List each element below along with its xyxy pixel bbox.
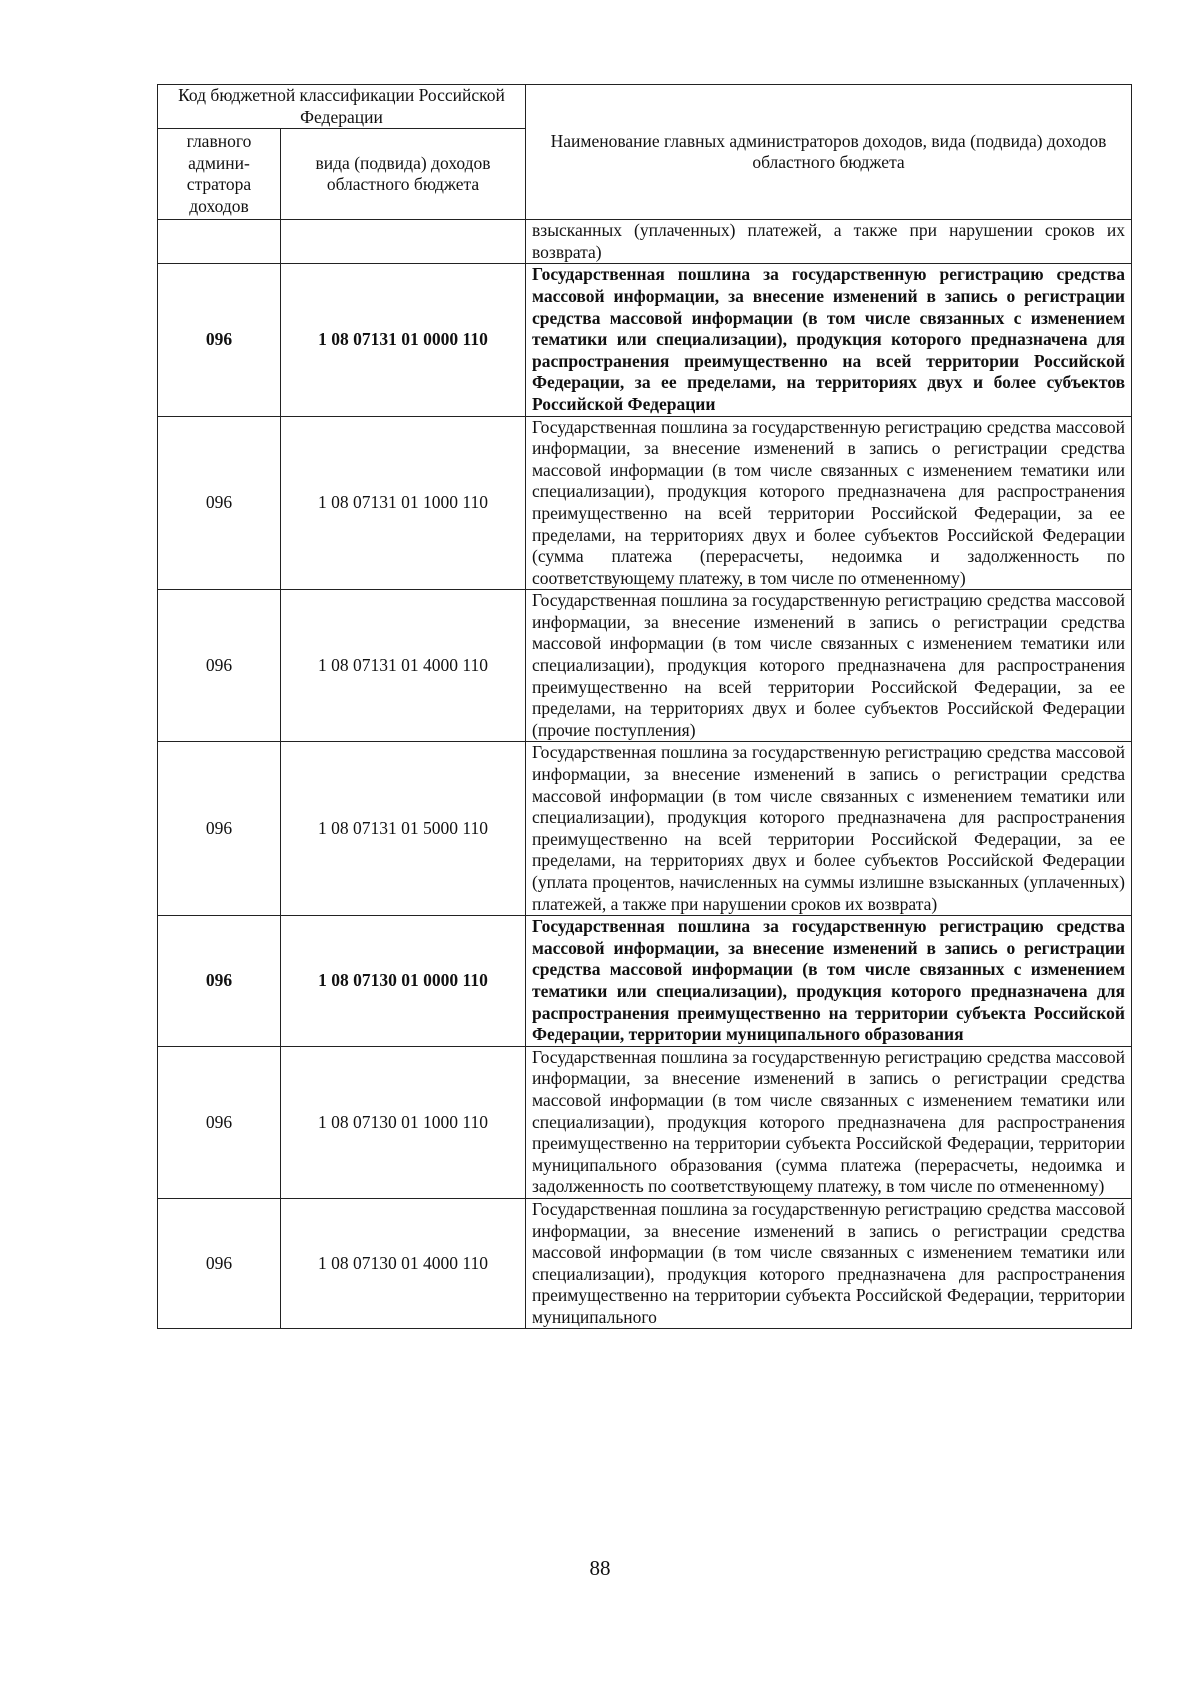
admin-code-cell: 096 [158,742,281,916]
description-cell: Государственная пошлина за государственную регистрацию средства массовой информации, за внесение изменений в запись о регистрации средства массовой информации (в том числе связанных с изменением тематики или специализации), продукция которого предназначена для распространения преимущественно на всей территории Российской Федерации, за ее пределами, на территориях двух и более субъектов Российской Федерации (прочие поступления) [526,590,1132,742]
income-code-cell: 1 08 07130 01 0000 110 [281,916,526,1047]
income-code-cell: 1 08 07131 01 5000 110 [281,742,526,916]
description-cell: Государственная пошлина за государственную регистрацию средства массовой информации, за внесение изменений в запись о регистрации средства массовой информации (в том числе связанных с изменением тематики или специализации), продукция которого предназначена для распространения преимущественно на территории субъекта Российской Федерации, территории муниципального образования [526,916,1132,1047]
page-number: 88 [589,1556,611,1580]
income-code-cell: 1 08 07130 01 4000 110 [281,1198,526,1329]
income-code-cell [281,220,526,264]
table-row [158,1198,1132,1329]
income-code-cell: 1 08 07131 01 4000 110 [281,590,526,742]
description-cell: взысканных (уплаченных) платежей, а также при нарушении сроков их возврата) [526,220,1132,264]
income-code-cell: 1 08 07131 01 0000 110 [281,264,526,416]
income-code-cell: 1 08 07131 01 1000 110 [281,416,526,590]
table-body [158,220,1132,1329]
description-cell: Государственная пошлина за государственную регистрацию средства массовой информации, за внесение изменений в запись о регистрации средства массовой информации (в том числе связанных с изменением тематики или специализации), продукция которого предназначена для распространения преимущественно на территории субъекта Российской Федерации, территории муниципального образования (сумма платежа (перерасчеты, недоимка и задолженность по соответствующему платежу, в том числе по отмененному) [526,1046,1132,1198]
admin-column-header: главного админи-стратора доходов [158,129,281,220]
table-row [158,264,1132,416]
admin-code-cell [158,220,281,264]
table-row [158,742,1132,916]
table-row [158,416,1132,590]
admin-code-cell: 096 [158,416,281,590]
table-row [158,590,1132,742]
table-row [158,916,1132,1047]
table-header-row [158,85,1132,129]
table-row [158,1046,1132,1198]
name-column-header: Наименование главных администраторов доходов, вида (подвида) доходов областного бюджета [526,85,1132,220]
description-cell: Государственная пошлина за государственную регистрацию средства массовой информации, за внесение изменений в запись о регистрации средства массовой информации (в том числе связанных с изменением тематики или специализации), продукция которого предназначена для распространения преимущественно на всей территории Российской Федерации, за ее пределами, на территориях двух и более субъектов Российской Федерации (сумма платежа (перерасчеты, недоимка и задолженность по соответствующему платежу, в том числе по отмененному) [526,416,1132,590]
budget-classification-table [157,84,1132,1329]
income-column-header: вида (подвида) доходов областного бюджета [281,129,526,220]
admin-code-cell: 096 [158,264,281,416]
description-cell: Государственная пошлина за государственную регистрацию средства массовой информации, за внесение изменений в запись о регистрации средства массовой информации (в том числе связанных с изменением тематики или специализации), продукция которого предназначена для распространения преимущественно на всей территории Российской Федерации, за ее пределами, на территориях двух и более субъектов Российской Федерации [526,264,1132,416]
continuation-row [158,220,1132,264]
description-cell: Государственная пошлина за государственную регистрацию средства массовой информации, за внесение изменений в запись о регистрации средства массовой информации (в том числе связанных с изменением тематики или специализации), продукция которого предназначена для распространения преимущественно на территории субъекта Российской Федерации, территории муниципального [526,1198,1132,1329]
admin-code-cell: 096 [158,916,281,1047]
admin-code-cell: 096 [158,1198,281,1329]
admin-code-cell: 096 [158,1046,281,1198]
code-group-header: Код бюджетной классификации Российской Федерации [158,85,526,129]
income-code-cell: 1 08 07130 01 1000 110 [281,1046,526,1198]
description-cell: Государственная пошлина за государственную регистрацию средства массовой информации, за внесение изменений в запись о регистрации средства массовой информации (в том числе связанных с изменением тематики или специализации), продукция которого предназначена для распространения преимущественно на всей территории Российской Федерации, за ее пределами, на территориях двух и более субъектов Российской Федерации (уплата процентов, начисленных на суммы излишне взысканных (уплаченных) платежей, а также при нарушении сроков их возврата) [526,742,1132,916]
admin-code-cell: 096 [158,590,281,742]
